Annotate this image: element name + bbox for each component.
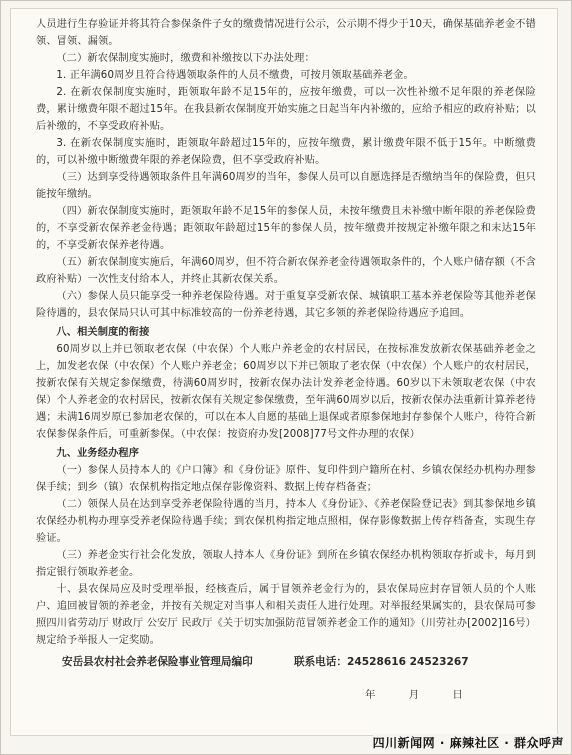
paragraph: （一）参保人员持本人的《户口簿》和《身份证》原件、复印件到户籍所在村、乡镇农保经办机构办理参保手续；到乡（镇）农保机构指定地点保存影像资料、数据上传存档备查； [36,465,536,493]
section-heading: 九、业务经办程序 [56,448,140,459]
paragraph: 60周岁以上并已领取老农保（中农保）个人账户养老金的农村居民，在按标准发放新农保基础养老金之上，加发老农保（中农保）个人账户养老金；60周岁以下并已领取了老农保（中农保）个人账户的农村居民，按新农保有关规定参保缴费，待满60周岁时，按新农保办法计发养老金待遇。60岁以下未领取老农保（中农保）个人养老金的农村居民，按新农保有关规定参保缴费，至年满60周岁以后，按新农保办法重新计算养老待遇；未满16周岁原已参加老农保的，可以在本人自愿的基础上退保或者原参保地封存参保个人账户，待符合新农保参保条件后，可重新参保。（中农保：按资府办发[2008]77号文件办理的农保） [36,344,536,440]
paragraph: （六）参保人员只能享受一种养老保险待遇。对于重复享受新农保、城镇职工基本养老保险等其他养老保险待遇的，县农保局只认可其中标准较高的一份养老待遇，其它多领的养老保险待遇应予追回。 [36,291,536,319]
date-line: 年 月 日 [365,689,463,701]
paragraph: （二）领保人员在达到享受养老保险待遇的当月，持本人《身份证》、《养老保险登记表》到其参保地乡镇农保经办机构办理享受养老保险待遇手续；到农保机构指定地点照相，保存影像数据上传存档备查，实现生存验证。 [36,499,536,544]
section-heading: 八、相关制度的衔接 [56,327,150,338]
paragraph: （三）达到享受待遇领取条件且年满60周岁的当年，参保人员可以自愿选择是否缴纳当年的保险费，但只能按年缴纳。 [36,172,536,200]
paragraph: （四）新农保制度实施时，距领取年龄不足15年的参保人员，未按年缴费且未补缴中断年限的养老保险费的，不享受新农保养老金待遇；距领取年龄超过15年的参保人员，按年缴费并按规定补缴年限之和末达15年的，不享受新农保养老待遇。 [36,206,536,251]
phone-numbers: 24528616 24523267 [346,656,469,668]
paragraph: （五）新农保制度实施后，年满60周岁，但不符合新农保养老金待遇领取条件的，个人账户储存额（不含政府补贴）一次性支付给本人，并终止其新农保关系。 [36,257,536,285]
document-body [36,16,536,649]
paragraph-continuation: 人员进行生存验证并将其符合参保条件子女的缴费情况进行公示，公示期不得少于10天，确保基础养老金不错领、冒领、漏领。 [36,19,536,47]
document-sheet [10,8,558,736]
paragraph: 2. 在新农保制度实施时，距领取年龄不足15年的，应按年缴费，可以一次性补缴不足年限的养老保险费，累计缴费年限不超过15年。在我县新农保制度开始实施之日起当年内补缴的，应给予相应的政府补贴；以后补缴的，不享受政府补贴。 [36,87,536,132]
paragraph: （二）新农保制度实施时，缴费和补缴按以下办法处理： [56,53,315,64]
paragraph: （三）养老金实行社会化发放，领取人持本人《身份证》到所在乡镇农保经办机构领取存折或卡，每月到指定银行领取养老金。 [36,550,536,578]
issuer-name: 安岳县农村社会养老保险事业管理局编印 [62,656,253,668]
contact-phone [294,654,469,669]
paragraph: 1. 正年满60周岁且符合待遇领取条件的人员不缴费，可按月领取基础养老金。 [56,70,414,81]
paragraph: 3. 在新农保制度实施时，距领取年龄超过15年的，应按年缴费，累计缴费年限不低于15年。中断缴费的，可以补缴中断缴费年限的养老保险费，但不享受政府补贴。 [36,138,536,166]
phone-label: 联系电话： [294,656,347,668]
paragraph: 十、县农保局应及时受理举报，经核查后，属于冒领养老金行为的，县农保局应封存冒领人员的个人账户、追回被冒领的养老金，并按有关规定对当事人和相关责任人进行处理。对举报经果属实的，县农保局可参照四川省劳动厅 财政厅 公安厅 民政厅《关于切实加强防范冒领养老金工作的通知》（川劳社办[2002]16号）规定给予举报人一定奖励。 [36,584,536,646]
site-watermark: 四川新闻网 · 麻辣社区 · 群众呼声 [372,736,564,750]
